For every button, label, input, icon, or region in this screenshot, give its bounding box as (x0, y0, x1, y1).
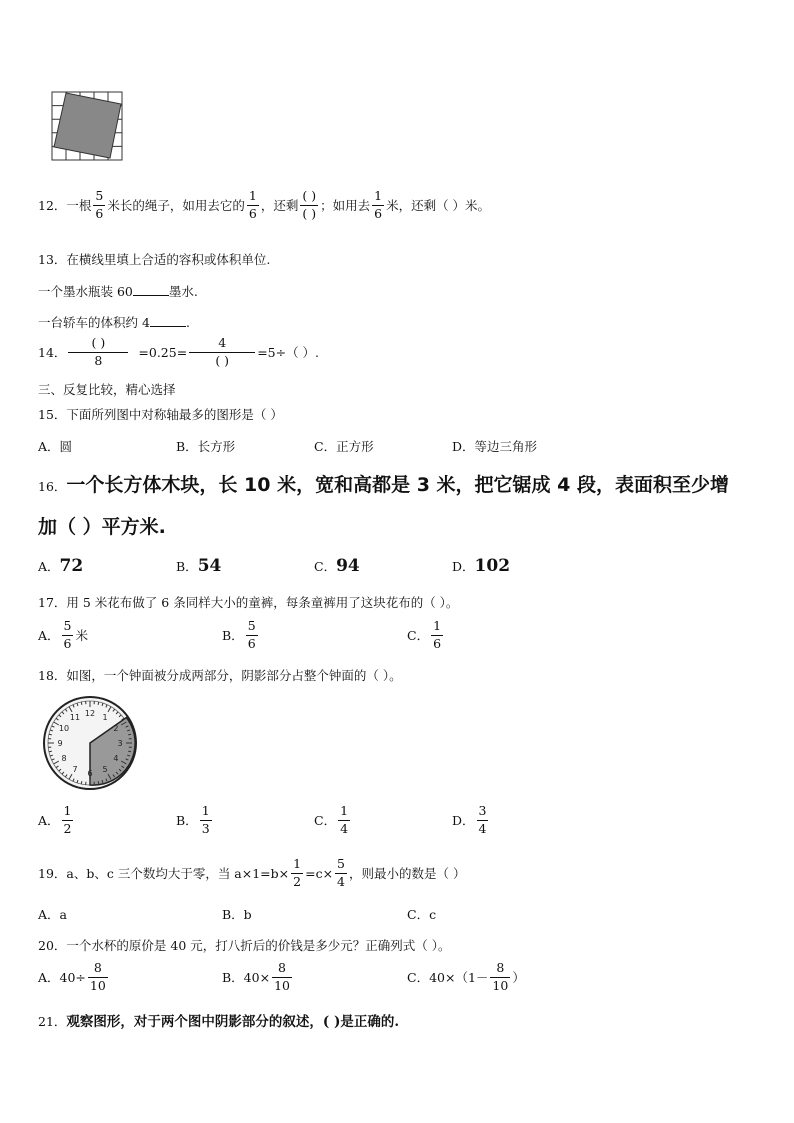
fraction: $\frac{1}{6}$ (374, 188, 383, 221)
clock-number: 10 (58, 724, 70, 733)
question-12: 12． 一根 $\frac{5}{6}$ 米长的绳子，如用去它的 $\frac{1}{6}$ ，还剩 $\frac{( )}{( )}$ ；如用去 $\frac{1}{6}$ 米，还剩（ ）米。 (38, 188, 491, 221)
option-a[interactable]: A． $\frac{5}{6}$ 米 (38, 618, 88, 651)
clock-tick (98, 702, 99, 705)
question-16-line-2: 加（ ）平方米. (38, 516, 166, 538)
option-b[interactable]: B． $\frac{1}{3}$ (176, 803, 210, 836)
grid-figure (50, 90, 124, 162)
option-a[interactable]: A．72 (38, 556, 84, 576)
clock-number: 6 (87, 769, 93, 778)
q13-line-2: 一台轿车的体积约 4 . (38, 315, 190, 330)
clock-number: 9 (57, 739, 63, 748)
clock-tick (81, 702, 82, 705)
answer-blank[interactable] (133, 283, 169, 296)
option-c[interactable]: C．40×（1－ $\frac{8}{10}$ ） (407, 960, 525, 993)
shaded-square (54, 93, 121, 158)
option-a[interactable]: A． $\frac{1}{2}$ (38, 803, 72, 836)
question-21: 21．观察图形，对于两个图中阴影部分的叙述，( )是正确的. (38, 1014, 400, 1030)
question-number: 17． (38, 595, 67, 610)
question-15: 15．下面所列图中对称轴最多的图形是（ ） (38, 407, 283, 422)
question-number: 18． (38, 668, 67, 683)
clock-number: 12 (84, 709, 96, 718)
q13-line-1: 一个墨水瓶装 60 墨水. (38, 284, 198, 299)
answer-blank-fraction[interactable]: $\frac{( )}{( )}$ (302, 188, 317, 221)
clock-number: 11 (69, 713, 81, 723)
question-number: 19． (38, 866, 67, 881)
option-b[interactable]: B．b (222, 907, 252, 922)
question-number: 16． (38, 479, 67, 494)
option-b[interactable]: B．54 (176, 556, 222, 576)
section-heading: 三、反复比较，精心选择 (38, 382, 176, 397)
option-a[interactable]: A．a (38, 907, 67, 922)
clock-tick (98, 781, 99, 784)
clock-number: 7 (72, 764, 78, 774)
clock-tick (128, 751, 131, 752)
question-number: 20． (38, 938, 67, 953)
option-b[interactable]: B．长方形 (176, 439, 236, 454)
option-d[interactable]: D．等边三角形 (452, 439, 538, 454)
clock-tick (81, 781, 82, 784)
answer-blank-fraction[interactable]: $\frac{4}{( )}$ (189, 337, 255, 367)
question-number: 13． (38, 252, 67, 267)
clock-tick (49, 734, 52, 735)
question-number: 21． (38, 1014, 67, 1029)
question-13: 13．在横线里填上合适的容积或体积单位. (38, 252, 271, 267)
clock-tick (128, 734, 131, 735)
option-c[interactable]: C．正方形 (314, 439, 374, 454)
option-c[interactable]: C．94 (314, 556, 360, 576)
clock-number: 8 (61, 754, 67, 763)
fraction: $\frac{1}{6}$ (248, 188, 257, 221)
clock-tick (49, 751, 52, 752)
option-a[interactable]: A．圆 (38, 439, 73, 454)
question-14: 14． $\frac{( )}{8}$ =0.25= $\frac{4}{( )}$ =5÷（ ）. (38, 335, 320, 368)
question-20: 20．一个水杯的原价是 40 元，打八折后的价钱是多少元？正确列式（ ）。 (38, 938, 451, 953)
clock-number: 2 (113, 724, 119, 733)
option-d[interactable]: D．102 (452, 556, 511, 576)
clock-number: 1 (102, 713, 108, 723)
question-number: 15． (38, 407, 67, 422)
question-17: 17．用 5 米花布做了 6 条同样大小的童裤，每条童裤用了这块花布的（ ）。 (38, 595, 459, 610)
option-b[interactable]: B．40× $\frac{8}{10}$ (222, 960, 290, 993)
fraction: $\frac{5}{6}$ (95, 188, 104, 221)
answer-blank-fraction[interactable]: $\frac{( )}{8}$ (68, 337, 128, 367)
option-c[interactable]: C．c (407, 907, 437, 922)
clock-number: 3 (117, 739, 123, 748)
option-b[interactable]: B． $\frac{5}{6}$ (222, 618, 256, 651)
question-number: 14． (38, 345, 67, 360)
question-number: 12． (38, 198, 67, 213)
clock-number: 5 (102, 764, 108, 774)
option-a[interactable]: A．40÷ $\frac{8}{10}$ (38, 960, 106, 993)
question-18: 18．如图，一个钟面被分成两部分，阴影部分占整个钟面的（ ）。 (38, 668, 402, 683)
clock-number: 4 (113, 754, 119, 763)
answer-blank[interactable] (150, 314, 186, 327)
question-19: 19． a、b、c 三个数均大于零，当 a×1=b× $\frac{1}{2}$ =c× $\frac{5}{4}$ ，则最小的数是（ ） (38, 856, 466, 889)
question-16: 16．一个长方体木块，长 10 米，宽和高都是 3 米，把它锯成 4 段，表面积至少增 (38, 474, 729, 496)
option-d[interactable]: D． $\frac{3}{4}$ (452, 803, 487, 836)
option-c[interactable]: C． $\frac{1}{6}$ (407, 618, 442, 651)
clock-figure (42, 695, 138, 791)
option-c[interactable]: C． $\frac{1}{4}$ (314, 803, 349, 836)
